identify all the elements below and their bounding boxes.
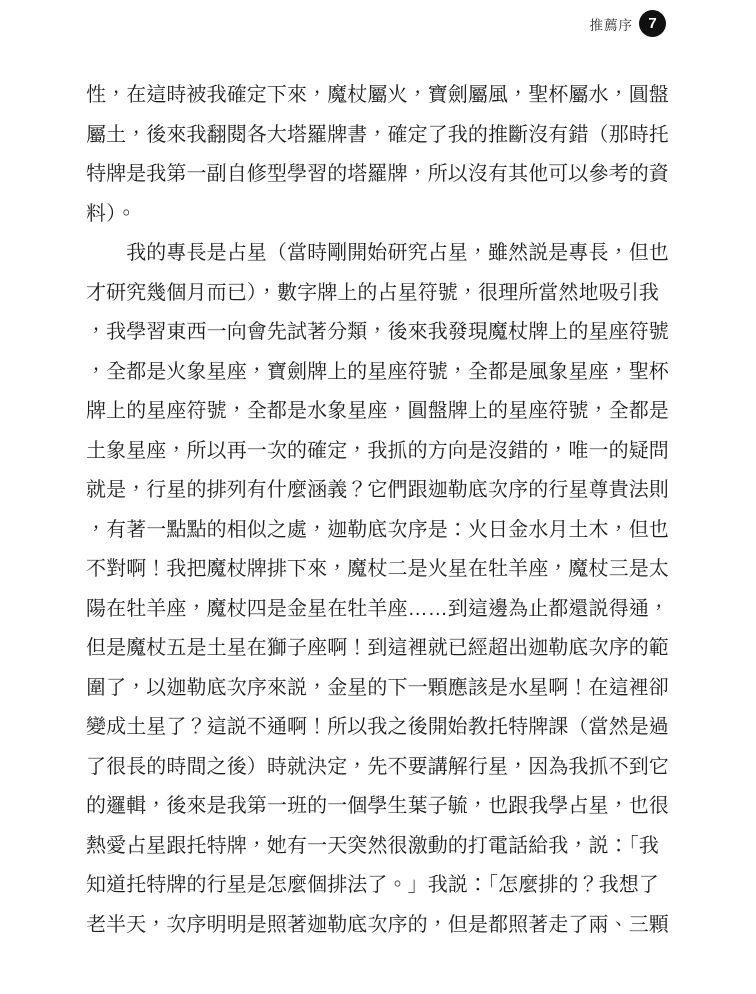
- text-line: 就是，行星的排列有什麼涵義？它們跟迦勒底次序的行星尊貴法則: [86, 479, 669, 501]
- text-line: 熱愛占星跟托特牌，她有一天突然很激動的打電話給我，説：「我: [86, 834, 659, 857]
- page-number-badge: [639, 10, 666, 37]
- text-line: 知道托特牌的行星是怎麼個排法了。」我説：「怎麼排的？我想了: [86, 874, 659, 896]
- text-line: 圍了，以迦勒底次序來説，金星的下一顆應該是水星啊！在這裡卻: [86, 676, 669, 699]
- text-line: 牌上的星座符號，全都是水象星座，圓盤牌上的星座符號，全都是: [86, 400, 669, 422]
- page-header: [590, 10, 667, 37]
- text-line: 老半天，次序明明是照著迦勒底次序的，但是都照著走了兩、三顆: [86, 913, 669, 936]
- text-line: 才研究幾個月而已），數字牌上的占星符號，很理所當然地吸引我: [86, 281, 659, 304]
- body-text: [86, 76, 672, 945]
- text-line: ，我學習東西一向會先試著分類，後來我發現魔杖牌上的星座符號: [86, 321, 669, 343]
- text-line: 變成土星了？這説不通啊！所以我之後開始教托特牌課（當然是過: [86, 716, 669, 738]
- page-number: 7: [648, 15, 657, 32]
- text-line: ，有著一點點的相似之處，迦勒底次序是：火日金水月土木，但也: [86, 518, 669, 541]
- text-line: 的邏輯，後來是我第一班的一個學生葉子毓，也跟我學占星，也很: [86, 795, 669, 817]
- text-line: 了很長的時間之後）時就決定，先不要講解行星，因為我抓不到它: [86, 755, 669, 778]
- text-line: 不對啊！我把魔杖牌排下來，魔杖二是火星在牡羊座，魔杖三是太: [86, 558, 669, 580]
- paragraph: [86, 76, 672, 234]
- section-label: 推薦序: [589, 17, 633, 33]
- text-line: 土象星座，所以再一次的確定，我抓的方向是沒錯的，唯一的疑問: [86, 439, 669, 462]
- text-line: 特牌是我第一副自修型學習的塔羅牌，所以沒有其他可以參考的資: [86, 163, 669, 185]
- text-line: 屬土，後來我翻閱各大塔羅牌書，確定了我的推斷沒有錯（那時托: [86, 123, 669, 146]
- text-line: 我的專長是占星（當時剛開始研究占星，雖然説是專長，但也: [86, 242, 669, 264]
- text-line: ，全都是火象星座，寶劍牌上的星座符號，全都是風象星座，聖杯: [86, 360, 669, 383]
- text-line: 性，在這時被我確定下來，魔杖屬火，寶劍屬風，聖杯屬水，圓盤: [86, 84, 669, 106]
- text-line: 但是魔杖五是土星在獅子座啊！到這裡就已經超出迦勒底次序的範: [86, 637, 669, 659]
- text-line: 陽在牡羊座，魔杖四是金星在牡羊座……到這邊為止都還説得通，: [86, 597, 669, 620]
- text-line: 料）。: [86, 202, 137, 225]
- paragraph: [86, 234, 672, 945]
